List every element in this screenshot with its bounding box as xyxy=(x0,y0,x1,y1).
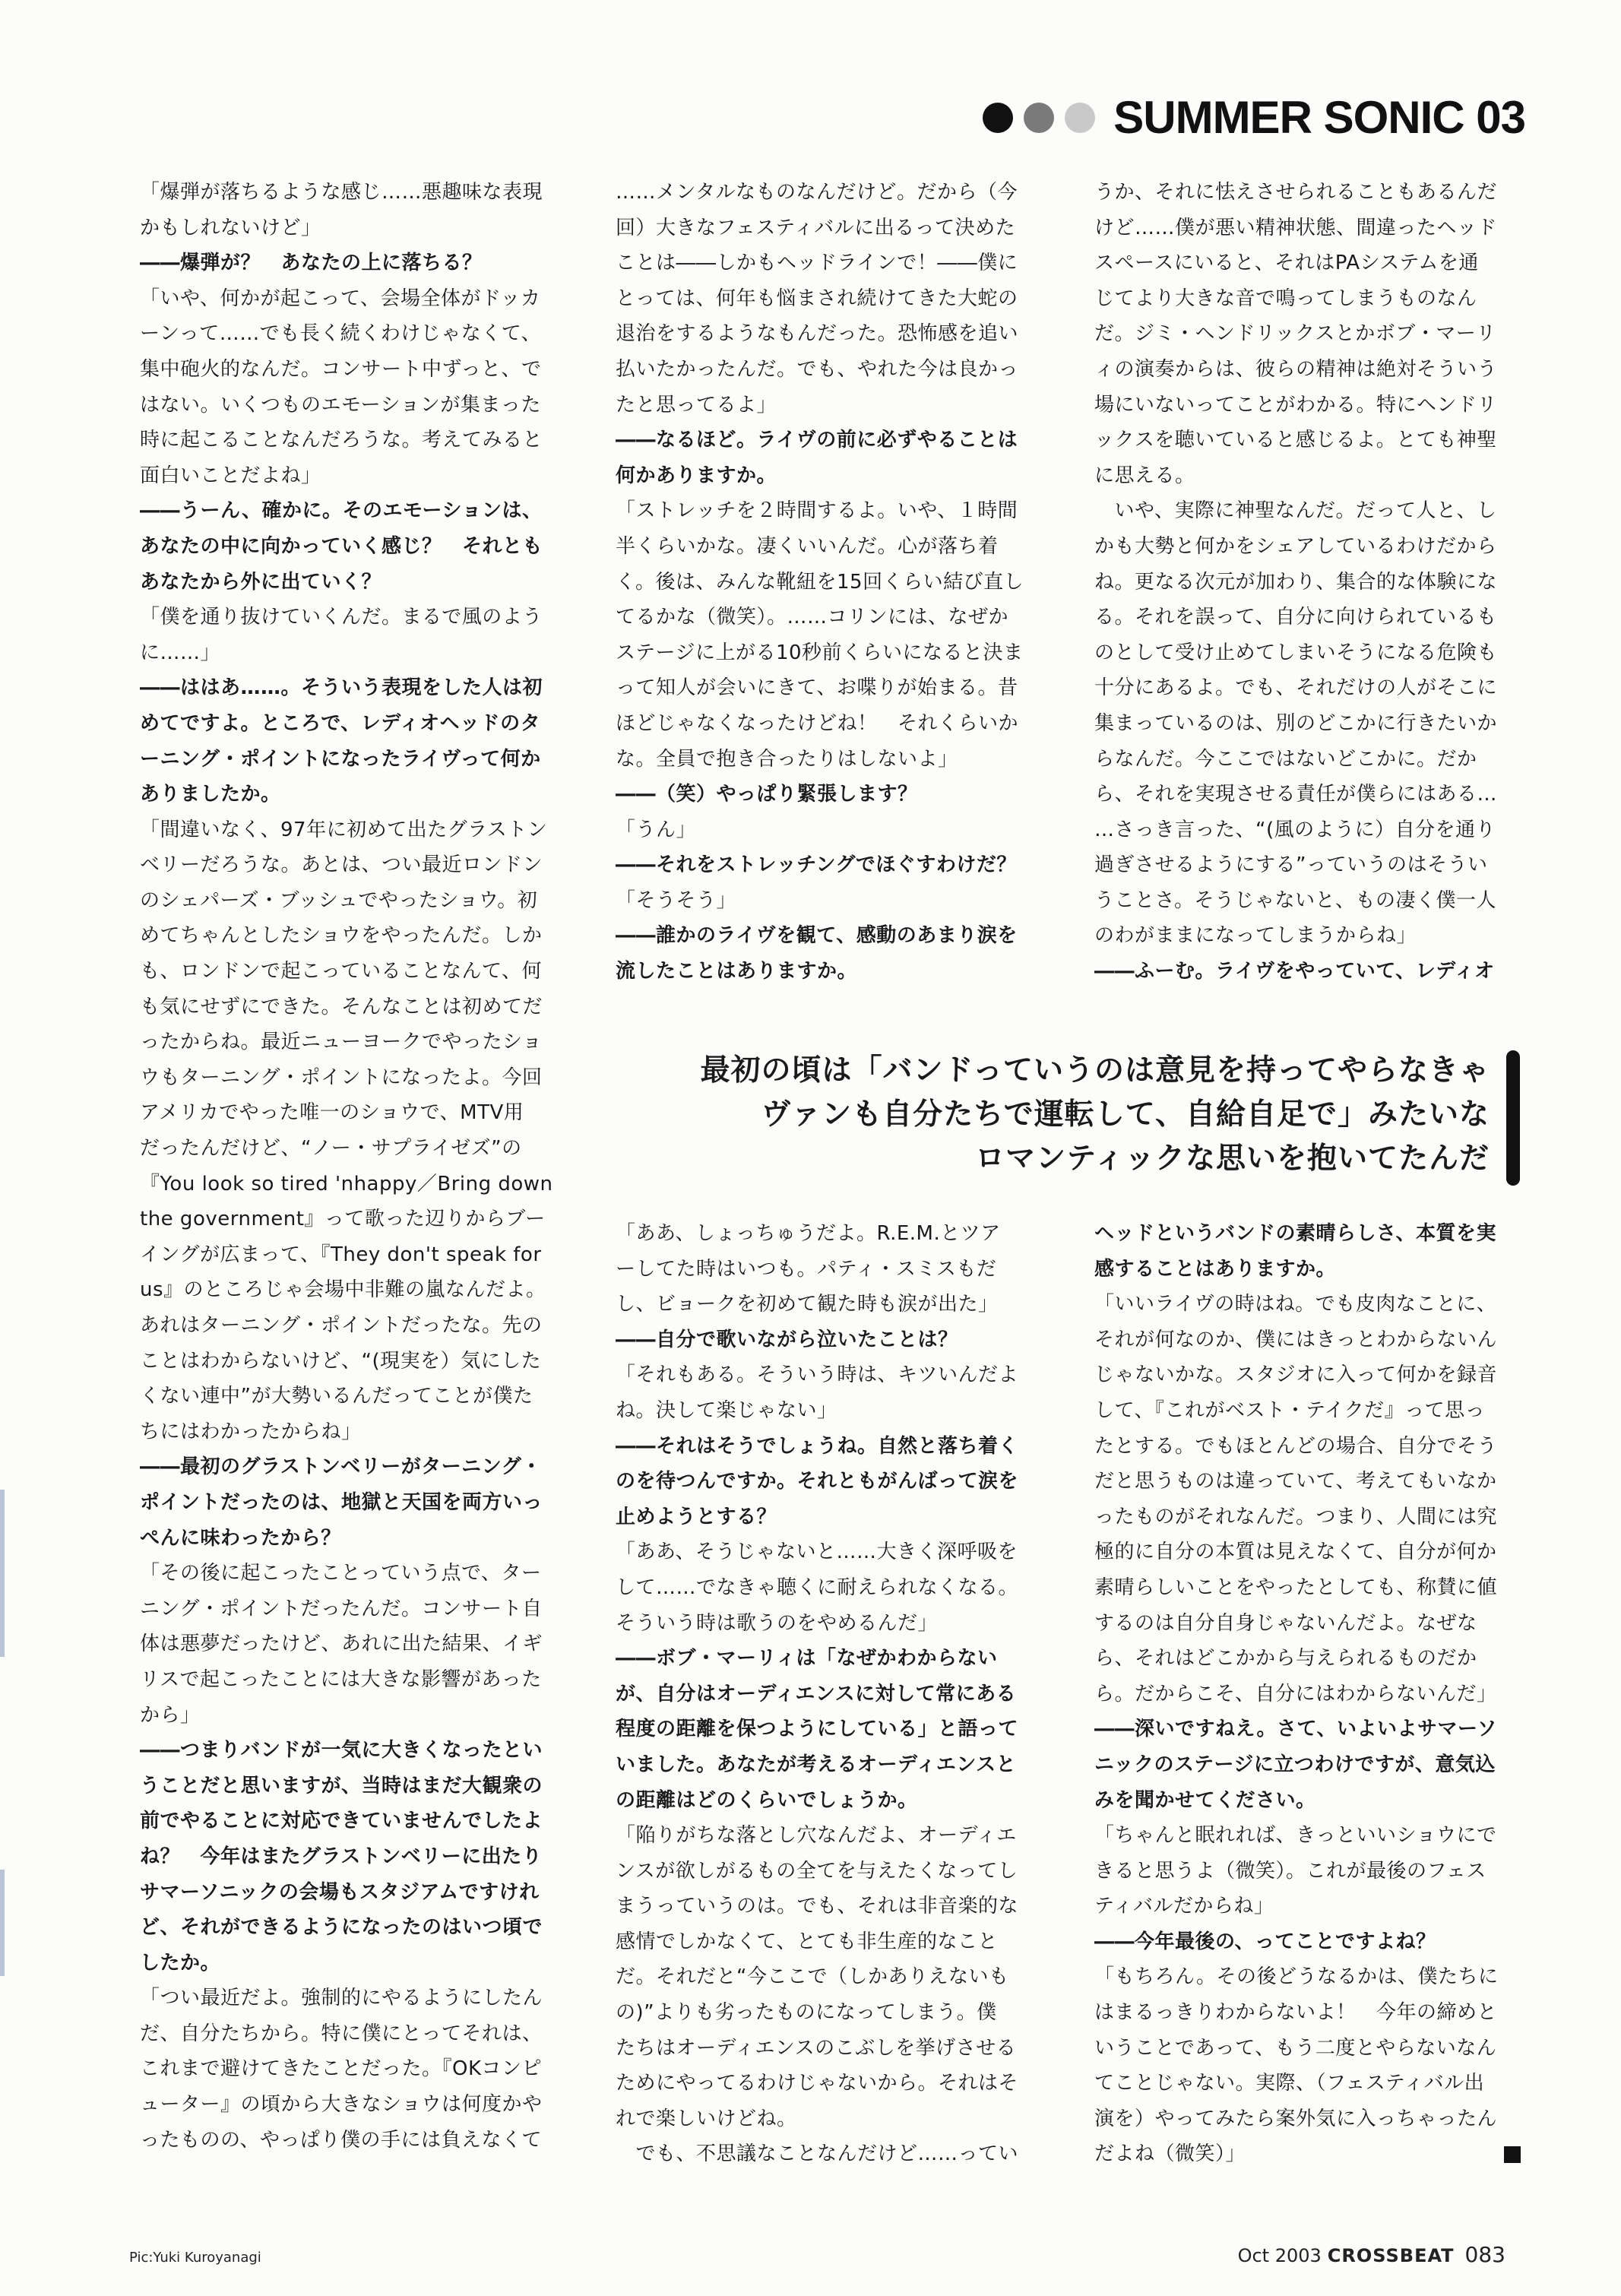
pull-quote-bar xyxy=(1506,1050,1520,1186)
answer-line: 十分にあるよ。でも、それだけの人がそこに xyxy=(1094,676,1498,700)
answer-line: のわがままになってしまうからね」 xyxy=(1094,924,1417,948)
answer-line: まうっていうのは。でも、それは非音楽的な xyxy=(616,1895,1019,1918)
answer-line: 「その後に起こったことっていう点で、ター xyxy=(140,1562,542,1585)
answer-line: のとして受け止めてしまいそうになる危険も xyxy=(1094,641,1498,664)
answer-line: 『You look so tired 'nhappy／Bring down xyxy=(140,1172,553,1196)
answer-line: 「それもある。そういう時は、キツいんだよ xyxy=(616,1363,1019,1387)
answer-line: も気にせずにできた。そんなことは初めてだ xyxy=(140,995,543,1018)
answer-line: てことじゃない。実際、（フェスティバル出 xyxy=(1094,2072,1485,2095)
article-end-mark xyxy=(1504,2146,1521,2163)
answer-line: ィの演奏からは、彼らの精神は絶対そういう xyxy=(1094,357,1498,381)
answer-line: うか、それに怯えさせられることもあるんだ xyxy=(1094,181,1498,204)
answer-line: とっては、何年も悩まされ続けてきた大蛇の xyxy=(616,287,1018,310)
pull-quote xyxy=(623,1049,1490,1181)
question-line: ニックのステージに立つわけですが、意気込 xyxy=(1094,1753,1496,1776)
question-line: ね？ 今年はまたグラストンベリーに出たり xyxy=(140,1845,543,1868)
answer-line: はまるっきりわからないよ！ 今年の締めと xyxy=(1094,2001,1498,2025)
question-line: 感することはありますか。 xyxy=(1094,1257,1337,1281)
question-line: ――深いですねえ。さて、いよいよサマーソ xyxy=(1094,1718,1498,1741)
answer-line: 感情でしかなくて、とても非生産的なこと xyxy=(616,1930,998,1953)
column-3-bottom-text xyxy=(1094,1216,1528,2172)
answer-line: きると思うよ（微笑）。これが最後のフェス xyxy=(1094,1859,1486,1883)
question-line: ぺんに味わったから？ xyxy=(140,1526,341,1550)
answer-line: じてより大きな音で鳴ってしまうものなん xyxy=(1094,287,1477,310)
answer-line: ウもターニング・ポイントになったよ。今回 xyxy=(140,1066,543,1089)
answer-line: くない連中”が大勢いるんだってことが僕た xyxy=(140,1385,533,1408)
answer-line: 「ああ、しょっちゅうだよ。R.E.M.とツア xyxy=(616,1222,1001,1245)
answer-line: 極的に自分の本質は見えなくて、自分が何か xyxy=(1094,1541,1497,1564)
answer-line: 「ちゃんと眠れれば、きっといいショウにで xyxy=(1094,1824,1497,1848)
answer-line: かも大勢と何かをシェアしているわけだから xyxy=(1094,534,1497,558)
answer-line: スペースにいると、それはPAシステムを通 xyxy=(1094,252,1479,275)
answer-line: な。全員で抱き合ったりはしないよ」 xyxy=(616,747,958,771)
question-line: サマーソニックの会場もスタジアムですけれ xyxy=(140,1880,540,1904)
answer-line: ニング・ポイントだったんだ。コンサート自 xyxy=(140,1597,543,1620)
answer-line: 演を）やってみたら案外気に入っちゃったん xyxy=(1094,2107,1498,2130)
page-number: 083 xyxy=(1464,2242,1505,2267)
question-line: ――爆弾が？ あなたの上に落ちる？ xyxy=(140,252,483,275)
light-gray-dot-icon xyxy=(1065,103,1095,133)
answer-line: らなんだ。今ここではないどこかに。だか xyxy=(1094,747,1477,771)
question-line: ――それはそうでしょうね。自然と落ち着く xyxy=(616,1434,1019,1458)
question-line: いました。あなたが考えるオーディエンスと xyxy=(616,1753,1017,1776)
answer-line: リスで起こったことには大きな影響があった xyxy=(140,1667,542,1691)
answer-line: でも、不思議なことなんだけど……ってい xyxy=(616,2142,1019,2166)
answer-line: 回）大きなフェスティバルに出るって決めた xyxy=(616,216,1016,239)
answer-line: 「僕を通り抜けていくんだ。まるで風のよう xyxy=(140,606,543,629)
answer-line: ンスが欲しがるもの全てを与えたくなってし xyxy=(616,1859,1018,1883)
answer-line: 面白いことだよね」 xyxy=(140,464,321,487)
answer-line: 素晴らしいことをやったとしても、称賛に値 xyxy=(1094,1576,1498,1599)
answer-line: …さっき言った、“(風のように）自分を通り xyxy=(1094,818,1496,841)
answer-line: だったんだけど、“ノー・サプライゼズ”の xyxy=(140,1137,522,1161)
section-title: SUMMER SONIC 03 xyxy=(1113,92,1525,143)
answer-line: して……でなきゃ聴くに耐えられなくなる。 xyxy=(616,1576,1019,1599)
question-line: 程度の距離を保つようにしている」と語って xyxy=(616,1718,1019,1741)
answer-line: ティバルだからね」 xyxy=(1094,1895,1274,1918)
question-line: ――（笑）やっぱり緊張します？ xyxy=(616,783,918,806)
answer-line: ら、それはどこかから与えられるものだか xyxy=(1094,1647,1477,1671)
question-line: ――今年最後の、ってことですよね？ xyxy=(1094,1930,1436,1953)
answer-line: 集まっているのは、別のどこかに行きたいか xyxy=(1094,711,1498,735)
answer-line: れで楽しいけどね。 xyxy=(616,2107,797,2130)
pull-quote-line: 最初の頃は「バンドっていうのは意見を持ってやらなきゃ xyxy=(700,1053,1490,1088)
answer-line: めてちゃんとしたショウをやったんだ。しか xyxy=(140,924,543,948)
answer-line: ックスを聴いていると感じるよ。とても神聖 xyxy=(1094,429,1497,452)
question-line: ポイントだったのは、地獄と天国を両方いっ xyxy=(140,1490,543,1514)
answer-line: 「もちろん。その後どうなるかは、僕たちに xyxy=(1094,1965,1499,1989)
page-edge-tint xyxy=(0,1870,5,1976)
answer-line: ね。更なる次元が加わり、集合的な体験にな xyxy=(1094,570,1498,594)
answer-line: us』のところじゃ会場中非難の嵐なんだよ。 xyxy=(140,1278,546,1302)
answer-line: the government』って歌った辺りからブー xyxy=(140,1208,546,1231)
answer-line: ことは――しかもヘッドラインで！――僕に xyxy=(616,252,1018,275)
column-1-text xyxy=(140,175,565,2158)
question-line: ――最初のグラストンベリーがターニング・ xyxy=(140,1455,542,1479)
question-line: あなたから外に出ていく？ xyxy=(140,570,382,594)
question-line: ――なるほど。ライヴの前に必ずやることは xyxy=(616,429,1018,452)
answer-line: 「ああ、そうじゃないと……大きく深呼吸を xyxy=(616,1541,1018,1564)
answer-line: たと思ってるよ」 xyxy=(616,393,777,416)
question-line: が、自分はオーディエンスに対して常にある xyxy=(616,1682,1017,1705)
answer-line: いや、実際に神聖なんだ。だって人と、し xyxy=(1094,499,1497,523)
answer-line: だと思うものは違っていて、考えてもいなか xyxy=(1094,1470,1497,1493)
answer-line: ーしてた時はいつも。パティ・スミスもだ xyxy=(616,1257,997,1281)
answer-line: 「そうそう」 xyxy=(616,888,737,912)
answer-line: だ、自分たちから。特に僕にとってそれは、 xyxy=(140,2022,543,2045)
question-line: 何かありますか。 xyxy=(616,464,777,487)
question-line: 流したことはありますか。 xyxy=(616,960,858,983)
answer-line: アメリカでやった唯一のショウで、MTV用 xyxy=(140,1101,524,1125)
answer-line: あれはターニング・ポイントだったな。先の xyxy=(140,1314,543,1337)
answer-line: ったからね。最近ニューヨークでやったショ xyxy=(140,1031,543,1054)
answer-line: けど……僕が悪い精神状態、間違ったヘッド xyxy=(1094,216,1498,239)
answer-line: も、ロンドンで起こっていることなんて、何 xyxy=(140,960,542,983)
page-edge-tint xyxy=(0,1490,5,1657)
column-3-top-text xyxy=(1094,175,1528,990)
answer-line: のシェパーズ・ブッシュでやったショウ。初 xyxy=(140,888,538,912)
answer-line: 場にいないってことがわかる。特にヘンドリ xyxy=(1094,393,1498,416)
question-line: めてですよ。ところで、レディオヘッドのタ xyxy=(140,711,541,735)
question-line: 前でやることに対応できていませんでしたよ xyxy=(140,1810,543,1833)
question-line: ――うーん、確かに。そのエモーションは、 xyxy=(140,499,543,523)
answer-line: し、ビョークを初めて観た時も涙が出た」 xyxy=(616,1293,999,1316)
answer-line: から」 xyxy=(140,1703,201,1727)
answer-line: ューター』の頃から大きなショウは何度かや xyxy=(140,2093,543,2117)
answer-line: の)”よりも劣ったものになってしまう。僕 xyxy=(616,2001,997,2025)
answer-line: って知人が会いにきて、お喋りが始まる。昔 xyxy=(616,676,1018,700)
black-dot-icon xyxy=(983,103,1013,133)
column-2-bottom-text xyxy=(616,1216,1056,2172)
answer-line: る。それを誤って、自分に向けられているも xyxy=(1094,606,1497,629)
answer-line: それが何なのか、僕にはきっとわからないん xyxy=(1094,1328,1498,1351)
issue-date: Oct 2003 xyxy=(1237,2245,1322,2266)
section-header xyxy=(983,91,1525,144)
answer-line: 「いや、何かが起こって、会場全体がドッカ xyxy=(140,287,541,310)
answer-line: 時に起こることなんだろうな。考えてみると xyxy=(140,429,543,452)
question-line: ――誰かのライヴを観て、感動のあまり涙を xyxy=(616,924,1018,948)
answer-line: 集中砲火的なんだ。コンサート中ずっと、で xyxy=(140,357,542,381)
page-footer xyxy=(1238,2242,1505,2267)
answer-line: そういう時は歌うのをやめるんだ」 xyxy=(616,1611,939,1635)
answer-line: ったものがそれなんだ。つまり、人間には究 xyxy=(1094,1505,1498,1528)
question-line: ヘッドというバンドの素晴らしさ、本質を実 xyxy=(1094,1222,1496,1245)
answer-line: 「陥りがちな落とし穴なんだよ、オーディエ xyxy=(616,1824,1017,1848)
answer-line: ためにやってるわけじゃないから。それはそ xyxy=(616,2072,1019,2095)
answer-line: たとする。でもほとんどの場合、自分でそう xyxy=(1094,1434,1498,1458)
answer-line: はない。いくつものエモーションが集まった xyxy=(140,393,541,416)
answer-line: 「うん」 xyxy=(616,818,697,841)
answer-line: だ。ジミ・ヘンドリックスとかボブ・マーリ xyxy=(1094,322,1496,346)
question-line: ――ボブ・マーリィは「なぜかわからない xyxy=(616,1647,998,1671)
answer-line: これまで避けてきたことだった。『OKコンピ xyxy=(140,2057,543,2081)
answer-line: ちにはわかったからね」 xyxy=(140,1420,362,1443)
answer-line: うことさ。そうじゃないと、もの凄く僕一人 xyxy=(1094,888,1496,912)
answer-line: に思える。 xyxy=(1094,464,1195,487)
photo-credit: Pic:Yuki Kuroyanagi xyxy=(129,2250,261,2266)
gray-dot-icon xyxy=(1024,103,1054,133)
question-line: のを待つんですか。それともがんばって涙を xyxy=(616,1470,1019,1493)
answer-line: 「つい最近だよ。強制的にやるようにしたん xyxy=(140,1987,543,2010)
answer-line: 「爆弾が落ちるような感じ……悪趣味な表現 xyxy=(140,181,543,204)
answer-line: じゃないかな。スタジオに入って何かを録音 xyxy=(1094,1363,1498,1387)
question-line: ――ふーむ。ライヴをやっていて、レディオ xyxy=(1094,960,1495,983)
answer-line: ことはわからないけど、“(現実を）気にした xyxy=(140,1349,542,1373)
answer-line: 「ストレッチを２時間するよ。いや、１時間 xyxy=(616,499,1018,523)
answer-line: 過ぎさせるようにする”っていうのはそうい xyxy=(1094,853,1488,877)
question-line: の距離はどのくらいでしょうか。 xyxy=(616,1788,918,1812)
answer-line: てるかな（微笑）。……コリンには、なぜか xyxy=(616,606,1009,629)
answer-line: ベリーだろうな。あとは、つい最近ロンドン xyxy=(140,853,543,877)
answer-line: イングが広まって、『They don't speak for xyxy=(140,1243,542,1266)
question-line: ありましたか。 xyxy=(140,783,281,806)
column-2-top-text xyxy=(616,175,1056,990)
answer-line: たちはオーディエンスのこぶしを挙げさせる xyxy=(616,2036,1017,2060)
answer-line: く。後は、みんな靴紐を15回くらい結び直し xyxy=(616,570,1024,594)
answer-line: ね。決して楽じゃない」 xyxy=(616,1398,837,1422)
answer-line: するのは自分自身じゃないんだよ。なぜな xyxy=(1094,1611,1477,1635)
answer-line: ……メンタルなものなんだけど。だから（今 xyxy=(616,181,1018,204)
question-line: したか。 xyxy=(140,1951,221,1975)
question-line: 止めようとする？ xyxy=(616,1505,777,1528)
question-line: みを聞かせてください。 xyxy=(1094,1788,1316,1812)
question-line: あなたの中に向かっていく感じ？ それとも xyxy=(140,534,543,558)
question-line: ――自分で歌いながら泣いたことは？ xyxy=(616,1328,958,1351)
question-line: ど、それができるようになったのはいつ頃で xyxy=(140,1916,543,1940)
question-line: ――つまりバンドが一気に大きくなったとい xyxy=(140,1739,543,1762)
answer-line: 「いいライヴの時はね。でも皮肉なことに、 xyxy=(1094,1293,1497,1316)
answer-line: 体は悪夢だったけど、あれに出た結果、イギ xyxy=(140,1633,543,1656)
answer-line: 「間違いなく、97年に初めて出たグラストン xyxy=(140,818,548,841)
answer-line: に……」 xyxy=(140,641,221,664)
pull-quote-line: ロマンティックな思いを抱いてたんだ xyxy=(975,1142,1490,1176)
answer-line: かもしれないけど」 xyxy=(140,216,321,239)
question-line: ――それをストレッチングでほぐすわけだ？ xyxy=(616,853,1017,877)
answer-line: ほどじゃなくなったけどね！ それくらいか xyxy=(616,711,1019,735)
answer-line: だよね（微笑）」 xyxy=(1094,2136,1528,2172)
answer-line: ら、それを実現させる責任が僕らにはある… xyxy=(1094,783,1498,806)
answer-line: ステージに上がる10秒前くらいになると決ま xyxy=(616,641,1024,664)
answer-line: 半くらいかな。凄くいいんだ。心が落ち着 xyxy=(616,534,999,558)
question-line: うことだと思いますが、当時はまだ大観衆の xyxy=(140,1774,543,1797)
question-line: ーニング・ポイントになったライヴって何か xyxy=(140,747,541,771)
answer-line: ら。だからこそ、自分にはわからないんだ」 xyxy=(1094,1682,1497,1705)
magazine-name: CROSSBEAT xyxy=(1327,2245,1455,2266)
answer-line: いうことであって、もう二度とやらないなん xyxy=(1094,2036,1497,2060)
answer-line: 退治をするようなもんだった。恐怖感を追い xyxy=(616,322,1019,346)
answer-line: ーンって……でも長く続くわけじゃなくて、 xyxy=(140,322,542,346)
question-line: ――ははあ……。そういう表現をした人は初 xyxy=(140,676,543,700)
answer-line: ったものの、やっぱり僕の手には負えなくて xyxy=(140,2128,542,2152)
answer-line: だ。それだと“今ここで（しかありえないも xyxy=(616,1965,1009,1989)
pull-quote-line: ヴァンも自分たちで運転して、自給自足で」みたいな xyxy=(761,1097,1490,1132)
answer-line: して、『これがベスト・テイクだ』って思っ xyxy=(1094,1398,1486,1422)
answer-line: 払いたかったんだ。でも、やれた今は良かっ xyxy=(616,357,1019,381)
